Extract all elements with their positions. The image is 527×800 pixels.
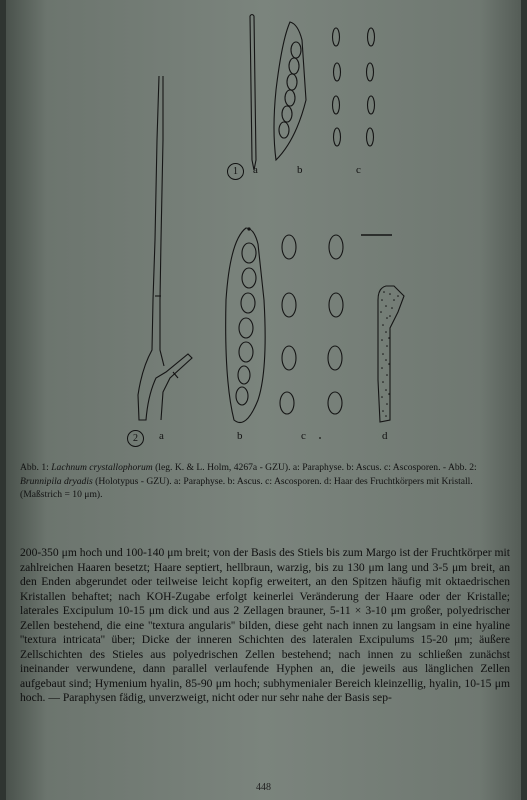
figure-drawings xyxy=(6,0,521,450)
caption-species-2: Brunnipila dryadis xyxy=(20,475,93,487)
fig2-ascospores xyxy=(280,235,343,414)
figure-2-number: 2 xyxy=(127,430,144,447)
fig2-label-b: b xyxy=(237,430,243,442)
caption-text-2: (leg. K. & L. Holm, 4267a - GZU). a: Paraphyse. b: Ascus. c: Ascosporen. - Abb. 2: xyxy=(152,462,477,473)
fig2-hair xyxy=(378,286,404,422)
fig1-ascus xyxy=(274,22,306,160)
caption-species-1: Lachnum crystallophorum xyxy=(51,462,153,473)
fig2-label-d: d xyxy=(382,430,388,442)
fig1-ascospores xyxy=(333,28,375,146)
figure-caption xyxy=(20,461,508,502)
fig2-label-c: c xyxy=(301,430,306,442)
body-paragraph: 200-350 μm hoch und 100-140 μm breit; von der Basis des Stiels bis zum Margo ist der Fruchtkörper mit zahlreichen Haaren besetzt; Haare septiert, hellbraun, warzig, bis zu 130 μm lang und 3-5 μm breit, an den Enden abgerundet oder teilweise leicht kopfig erweitert, an den Spitzen häufig mit oktaedrischen Kristallen behaftet; nach KOH-Zugabe erfolgt keinerlei Veränderung der Haare oder der Kristalle; laterales Excipulum 10-15 μm dick und aus 2 Zellagen brauner, 5-11 × 3-10 μm großer, polyedrischer Zellen bestehend, die eine ''textura angularis'' bilden, diese geht nach innen zu langsam in eine hyaline ''textura intricata'' über; Dicke der inneren Schichten des lateralen Excipulums 15-20 μm; äußere Zellschichten des Stieles aus polyedrischen Zellen bestehend; nach innen zu schließen zunächst ineinander verwundene, dann parallel verlaufende Hyphen an, die jeweils aus länglichen Zellen aufgebaut sind; Hymenium hyalin, 85-90 μm hoch; subhymenialer Bereich kleinzellig, hyalin, 10-15 μm hoch. — Paraphysen fädig, unverzweigt, nicht oder nur sehr nahe der Basis sep- xyxy=(20,546,510,704)
fig2-label-a: a xyxy=(159,430,164,442)
fig2-paraphysis xyxy=(138,76,192,420)
caption-text-1: Abb. 1: xyxy=(20,462,52,473)
line-drawings xyxy=(6,0,521,450)
fig1-ascus-spores xyxy=(279,42,301,138)
fig1-label-c: c xyxy=(356,164,361,176)
fig1-label-a: a xyxy=(253,164,258,176)
fig2-ascus xyxy=(226,228,265,423)
fig1-label-b: b xyxy=(297,164,303,176)
fig1-paraphysis xyxy=(250,15,256,171)
figure-1-number: 1 xyxy=(227,163,244,180)
page-number: 448 xyxy=(256,782,271,793)
fig2-ascus-spores xyxy=(236,243,256,405)
book-page xyxy=(6,0,521,800)
caption-text-3: (Holotypus - GZU). a: Paraphyse. b: Ascus. c: Ascosporen. d: Haar des Fruchtkörpers mit Kristall. (Maßstrich = 10 μm). xyxy=(20,475,473,500)
